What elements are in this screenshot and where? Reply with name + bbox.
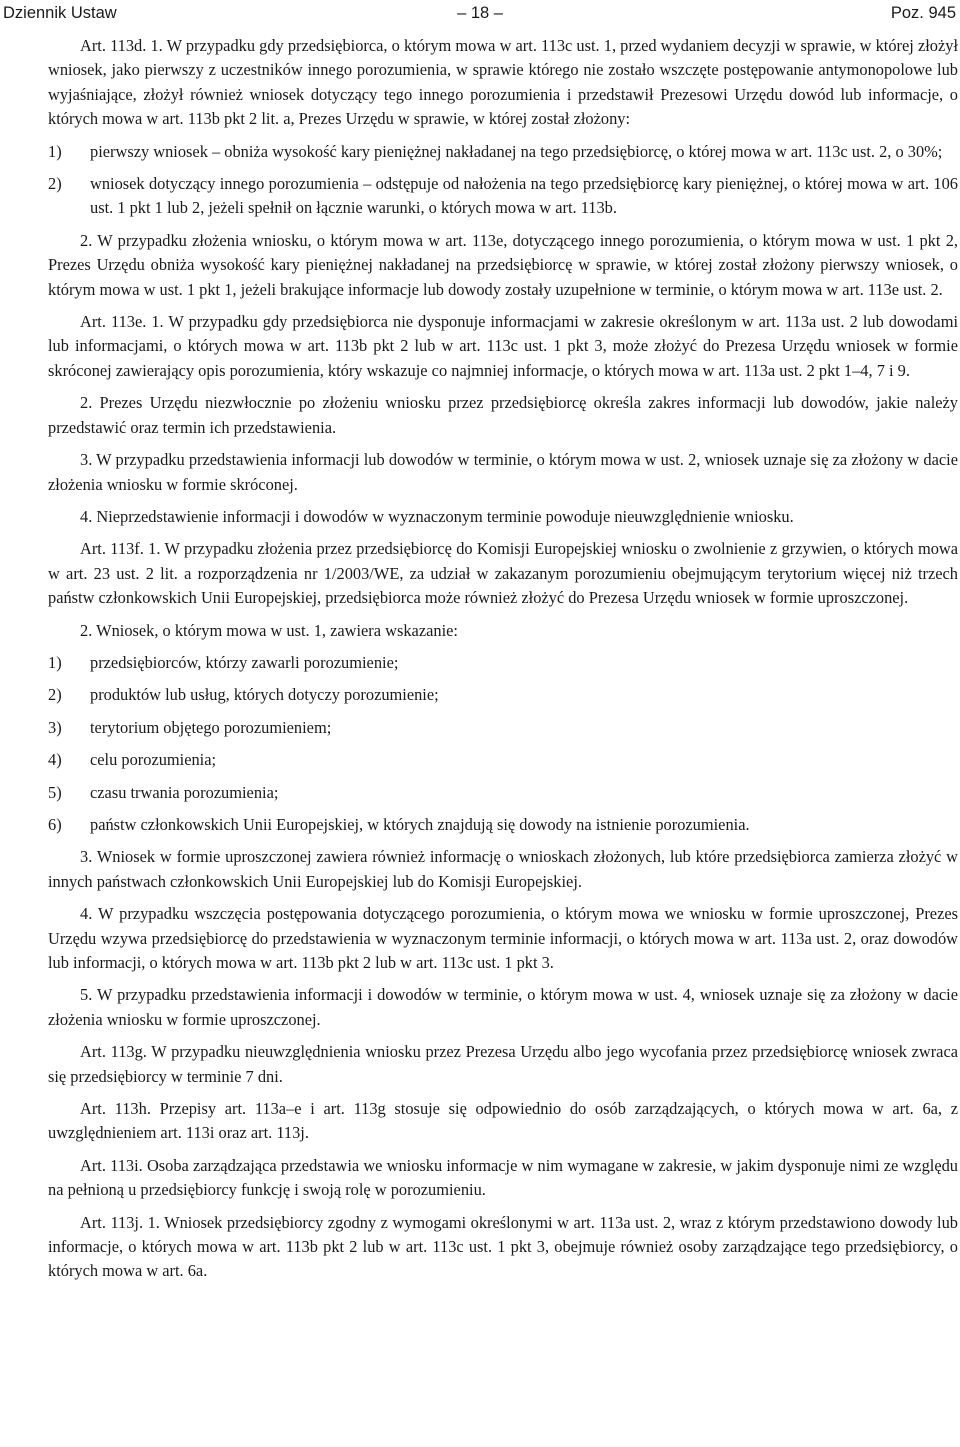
list-item-number: 2) <box>48 174 62 194</box>
page-header <box>0 0 960 28</box>
paragraph: Art. 113e. 1. W przypadku gdy przedsiębiorca nie dysponuje informacjami w zakresie określonym w art. 113a ust. 2 lub dowodami lub informacjami, o których mowa w art. 113b pkt 2 lub w art. 113c ust. 1 pkt 3, może złożyć do Prezesa Urzędu wniosek w formie skróconej zawierający opis porozumienia, który wskazuje co najmniej informacje, o których mowa w art. 113a ust. 2 pkt 1–4, 7 i 9. <box>48 312 958 380</box>
list-item-text: celu porozumienia; <box>90 750 217 770</box>
paragraph: Art. 113i. Osoba zarządzająca przedstawia we wniosku informacje w nim wymagane w zakresie, w jakim dysponuje nimi ze względu na pełnioną u przedsiębiorcy funkcję i swoją rolę w porozumieniu. <box>48 1155 958 1200</box>
paragraph: 3. Wniosek w formie uproszczonej zawiera również informację o wnioskach złożonych, lub które przedsiębiorca zamierza złożyć w innych państwach członkowskich Unii Europejskiej lub do Komisji Europejskiej. <box>48 847 958 891</box>
position-number: Poz. 945 <box>890 4 956 22</box>
paragraph: 2. Wniosek, o którym mowa w ust. 1, zawiera wskazanie: <box>80 620 458 640</box>
list-item <box>48 716 958 740</box>
paragraph: 5. W przypadku przedstawienia informacji i dowodów w terminie, o którym mowa w ust. 4, wniosek uznaje się za złożony w dacie złożenia wniosku w formie uproszczonej. <box>48 985 958 1029</box>
list-item-number: 1) <box>48 141 62 161</box>
paragraph: 2. Prezes Urzędu niezwłocznie po złożeniu wniosku przez przedsiębiorcę określa zakres informacji lub dowodów, jakie należy przedstawić oraz termin ich przedstawienia. <box>48 393 958 437</box>
paragraph: 4. W przypadku wszczęcia postępowania dotyczącego porozumienia, o którym mowa we wniosku w formie uproszczonej, Prezes Urzędu wzywa przedsiębiorcę do przedstawienia w wyznaczonym terminie informacji, o których mowa w art. 113a ust. 2, oraz dowodów lub informacji, o których mowa w art. 113b pkt 2 lub w art. 113c ust. 1 pkt 3. <box>48 904 958 972</box>
paragraph: 2. W przypadku złożenia wniosku, o którym mowa w art. 113e, dotyczącego innego porozumienia, o którym mowa w ust. 1 pkt 2, Prezes Urzędu obniża wysokość kary pieniężnej nakładanej na przedsiębiorcę w sprawie, w której został złożony pierwszy wniosek, o którym mowa w ust. 1 pkt 1, jeżeli brakujące informacje lub dowody zostały uzupełnione w terminie, o którym mowa w art. 113e ust. 2. <box>48 230 958 299</box>
list-item-number: 2) <box>48 685 62 705</box>
paragraph: Art. 113j. 1. Wniosek przedsiębiorcy zgodny z wymogami określonymi w art. 113a ust. 2, wraz z którym przedstawiono dowody lub informacje, o których mowa w art. 113b pkt 2 lub w art. 113c ust. 1 pkt 3, obejmuje również osoby zarządzające tego przedsiębiorcy, o których mowa w art. 6a. <box>48 1212 958 1281</box>
list-item <box>48 140 958 164</box>
list-item <box>48 172 958 221</box>
paragraph: Art. 113g. W przypadku nieuwzględnienia wniosku przez Prezesa Urzędu albo jego wycofania przez przedsiębiorcę wniosek zwraca się przedsiębiorcy w terminie 7 dni. <box>48 1042 958 1086</box>
list-item-number: 4) <box>48 750 62 770</box>
list-item <box>48 748 958 772</box>
list-item <box>48 651 958 675</box>
list-item-text: przedsiębiorców, którzy zawarli porozumienie; <box>90 652 399 672</box>
list-item-number: 1) <box>48 652 62 672</box>
list-item <box>48 683 958 707</box>
paragraph: Art. 113f. 1. W przypadku złożenia przez przedsiębiorcę do Komisji Europejskiej wniosku o zwolnienie z grzywien, o których mowa w art. 23 ust. 2 lit. a rozporządzenia nr 1/2003/WE, za udział w zakazanym porozumieniu obejmującym terytorium więcej niż trzech państw członkowskich Unii Europejskiej, przedsiębiorca może również złożyć do Prezesa Urzędu wniosek w formie uproszczonej. <box>48 539 958 608</box>
paragraph: Art. 113d. 1. W przypadku gdy przedsiębiorca, o którym mowa w art. 113c ust. 1, przed wydaniem decyzji w sprawie, w której złożył wniosek, jako pierwszy z uczestników innego porozumienia, w sprawie którego nie zostało wszczęte postępowanie antymonopolowe lub wyjaśniające, złożył również wniosek dotyczący tego innego porozumienia i przedstawił Prezesowi Urzędu dowód lub informacje, o których mowa w art. 113b pkt 2 lit. a, Prezes Urzędu w sprawie, w której został złożony: <box>48 36 958 129</box>
list-item-text: terytorium objętego porozumieniem; <box>90 717 332 737</box>
page-number: – 18 – <box>457 4 503 22</box>
list-item-text: wniosek dotyczący innego porozumienia – odstępuje od nałożenia na tego przedsiębiorcę kary pieniężnej, o której mowa w art. 106 ust. 1 pkt 1 lub 2, jeżeli spełnił on łącznie warunki, o których mowa w art. 113b. <box>90 174 958 218</box>
list-item-number: 3) <box>48 717 62 737</box>
list-item-text: pierwszy wniosek – obniża wysokość kary pieniężnej nakładanej na tego przedsiębiorcę, o której mowa w art. 113c ust. 2, o 30%; <box>90 141 943 161</box>
document-body <box>48 34 958 1284</box>
list-item-text: czasu trwania porozumienia; <box>90 782 279 802</box>
paragraph: 4. Nieprzedstawienie informacji i dowodów w wyznaczonym terminie powoduje nieuwzględnienie wniosku. <box>80 506 794 526</box>
paragraph: Art. 113h. Przepisy art. 113a–e i art. 113g stosuje się odpowiednio do osób zarządzających, o których mowa w art. 6a, z uwzględnieniem art. 113i oraz art. 113j. <box>48 1099 958 1143</box>
list-item-number: 6) <box>48 814 62 834</box>
journal-title: Dziennik Ustaw <box>3 4 117 22</box>
list-item-text: produktów lub usług, których dotyczy porozumienie; <box>90 685 439 705</box>
list-item <box>48 813 958 837</box>
list-item-text: państw członkowskich Unii Europejskiej, w których znajdują się dowody na istnienie porozumienia. <box>90 814 750 834</box>
paragraph: 3. W przypadku przedstawienia informacji lub dowodów w terminie, o którym mowa w ust. 2, wniosek uznaje się za złożony w dacie złożenia wniosku w formie skróconej. <box>48 450 958 494</box>
list-item-number: 5) <box>48 782 62 802</box>
list-item <box>48 781 958 805</box>
